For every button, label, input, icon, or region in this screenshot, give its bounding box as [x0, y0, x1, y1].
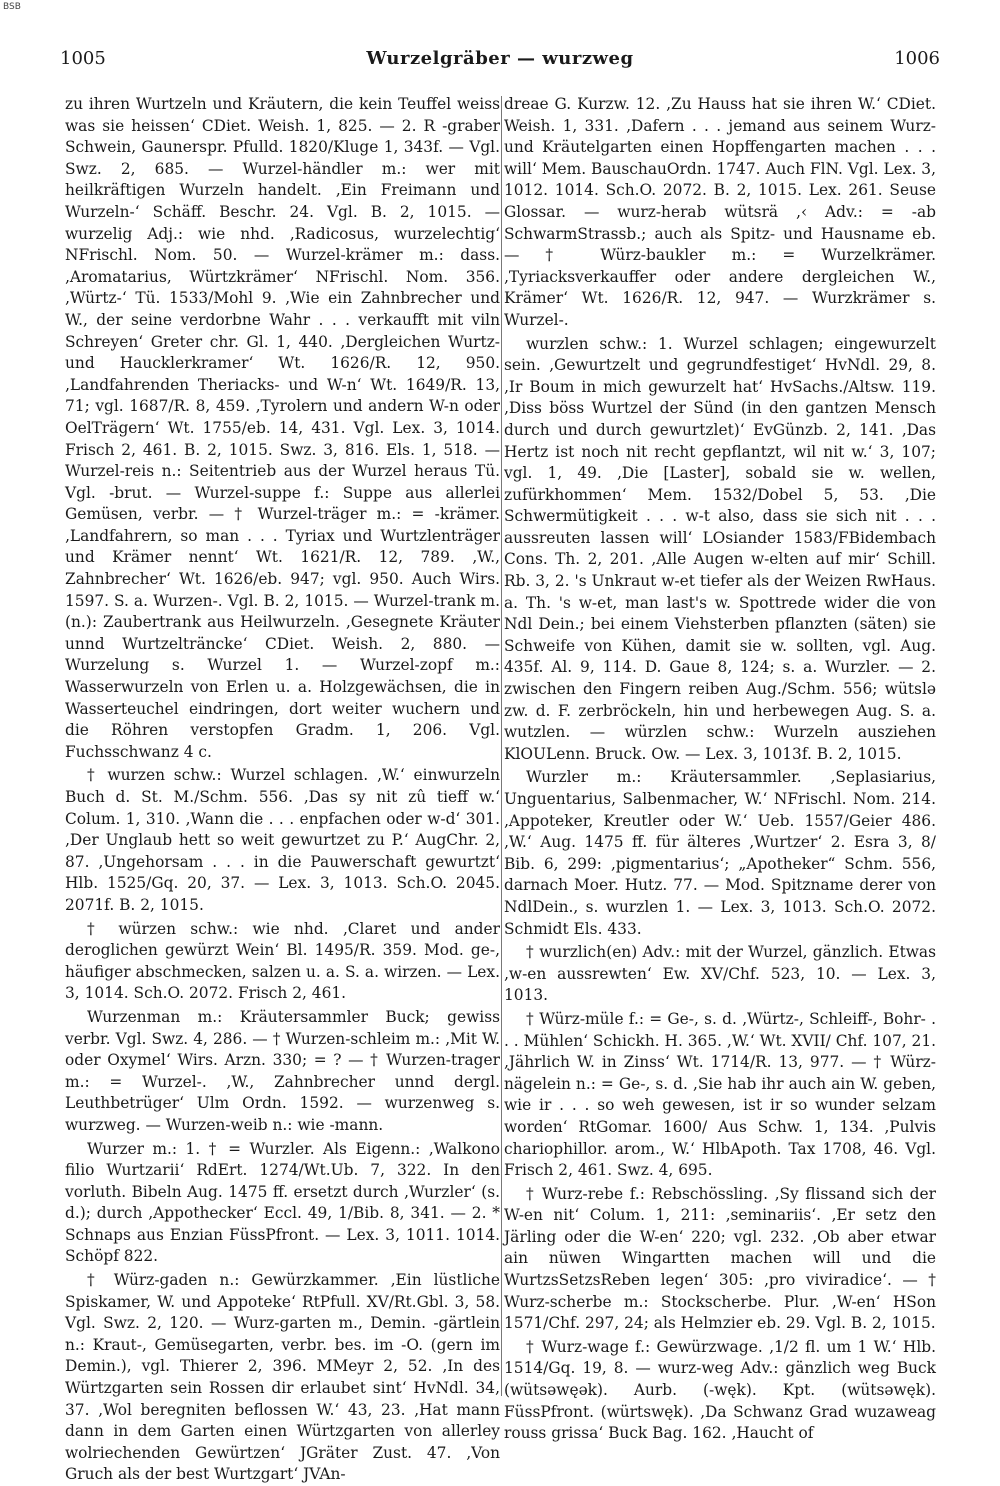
dictionary-entry: Wurzer m.: 1. † = Wurzler. Als Eigenn.: ‚Walkono filio Wurtzarii‘ RdErt. 1274/Wt.Ub. 7, 322. In den vorluth. Bibeln Aug. 1475 ff. ersetzt durch ‚Wurzler‘ (s. d.); durch ‚Appothecker‘ Eccl. 49, 1/Bib. 8, 341. — 2. * Schnaps aus Enzian FüssPfront. — Lex. 3, 1011. 1014. Schöpf 822. — [65, 1139, 500, 1266]
dictionary-entry: Wurzenman m.: Kräutersammler Buck; gewiss verbr. Vgl. Swz. 4, 286. — † Wurzen-schleim m.: ‚Mit W. oder Oxymel‘ Wirs. Arzn. 330; = ? — † Wurzen-trager m.: = Wurzel-. ‚W., Zahnbrecher unnd dergl. Leuthbetrüger‘ Ulm Ordn. 1592. — wurzenweg s. wurzweg. — Wurzen-weib n.: wie -mann. — [65, 1007, 500, 1134]
dictionary-entry: Wurzler m.: Kräutersammler. ‚Seplasiarius, Unguentarius, Salbenmacher, W.‘ NFrischl. Nom. 214. ‚Appoteker, Kreutler oder W.‘ Ueb. 1557/Geier 486. ‚W.‘ Aug. 1475 ff. für älteres ‚Wurtzer‘ 2. Esra 3, 8/ Bib. 6, 299: ‚pigmentarius‘; „Apotheker“ Schm. 556, darnach Moer. Hutz. 77. — Mod. Spitzname derer von NdlDein., s. wurzlen 1. — Lex. 3, 1013. Sch.O. 2072. Schmidt Els. 433. — [504, 768, 936, 938]
dictionary-entry: dreae G. Kurzw. 12. ‚Zu Hauss hat sie ihren W.‘ CDiet. Weish. 1, 331. ‚Dafern . . . jemand aus seinem Wurz- und Kräutelgarten einen Hopffengarten machen . . . will‘ Mem. BauschauOrdn. 1747. Auch FlN. Vgl. Lex. 3, 1012. 1014. Sch.O. 2072. B. 2, 1015. Lex. 261. Seuse Glossar. — wurz-herab wütsrä ,‹ Adv.: = -ab SchwarmStrassb.; auch als Spitz- und Hausname eb. — † Würz-baukler m.: = Wurzelkrämer. ‚Tyriacksverkauffer oder andere dergleichen W., Krämer‘ Wt. 1626/R. 12, 947. — Wurzkrämer s. Wurzel-. — [504, 95, 936, 329]
dictionary-entry: zu ihren Wurtzeln und Kräutern, die kein Teuffel weiss was sie heissen‘ CDiet. Weish. 1, 825. — 2. R -graber Schwein, Gaunerspr. Pfulld. 1820/Kluge 1, 343f. — Vgl. Swz. 2, 685. — Wurzel-händler m.: wer mit heilkräftigen Wurzeln handelt. ‚Ein Freimann und Wurzeln-‘ Schäff. Beschr. 24. Vgl. B. 2, 1015. — wurzelig Adj.: wie nhd. ‚Radicosus, wurzelechtig‘ NFrischl. Nom. 50. — Wurzel-krämer m.: dass. ‚Aromatarius, Würtzkrämer‘ NFrischl. Nom. 356. ‚Würtz-‘ Tü. 1533/Mohl 9. ‚Wie ein Zahnbrecher und W., der seine verdorbne Wahr . . . verkaufft mit viln Schreyen‘ Greter chr. Gl. 1, 440. ‚Dergleichen Wurtz- und Haucklerkramer‘ Wt. 1626/R. 12, 950. ‚Landfahrenden Theriacks- und W-n‘ Wt. 1649/R. 13, 71; vgl. 1687/R. 8, 459. ‚Tyrolern und andern W-n oder OelTrägern‘ Wt. 1755/eb. 14, 431. Vgl. Lex. 3, 1014. Frisch 2, 461. B. 2, 1015. Swz. 3, 816. Els. 1, 518. — Wurzel-reis n.: Seitentrieb aus der Wurzel heraus Tü. Vgl. -brut. — Wurzel-suppe f.: Suppe aus allerlei Gemüsen, verbr. — † Wurzel-träger m.: = -krämer. ‚Landfahrern, so man . . . Tyriax und Wurtzlenträger und Krämer nennt‘ Wt. 1621/R. 12, 789. ‚W., Zahnbrecher‘ Wt. 1626/eb. 947; vgl. 950. Auch Wirs. 1597. S. a. Wurzen-. Vgl. B. 2, 1015. — Wurzel-trank m. (n.): Zaubertrank aus Heilwurzeln. ‚Gesegnete Kräuter unnd Wurtzelträncke‘ CDiet. Weish. 2, 880. — Wurzelung s. Wurzel 1. — Wurzel-zopf m.: Wasserwurzeln von Erlen u. a. Holzgewächsen, die in Wasserteuchel eindringen, dort weiter wuchern und die Röhren verstopfen Gradm. 1, 206. Vgl. Fuchsschwanz 4 c. — [65, 95, 500, 761]
column-divider — [501, 96, 502, 1396]
page-number-left: 1005 — [60, 48, 106, 69]
left-column — [65, 94, 500, 1484]
page-number-right: 1006 — [894, 48, 940, 69]
dictionary-entry: † wurzlich(en) Adv.: mit der Wurzel, gänzlich. Etwas ‚w-en aussrewten‘ Ew. XV/Chf. 523, 10. — Lex. 3, 1013. — [504, 943, 936, 1005]
dictionary-entry: † Wurz-rebe f.: Rebschössling. ‚Sy flissand sich der W-en nit‘ Colum. 1, 211: ‚seminariis‘. ‚Er setz den Järling oder die W-en‘ 220; vgl. 232. ‚Ob aber etwar ain nüwen Wingartten machen will und die WurtzsSetzsReben legen‘ 305: ‚pro viviradice‘. — † Wurz-scherbe m.: Stockscherbe. Plur. ‚W-en‘ HSon 1571/Chf. 297, 24; als Helmzier eb. 29. Vgl. B. 2, 1015. — [504, 1184, 936, 1333]
right-column — [504, 94, 936, 1443]
dictionary-entry: † würzen schw.: wie nhd. ‚Claret und ander deroglichen gewürzt Wein‘ Bl. 1495/R. 359. Mod. ge-, häufiger abschmecken, salzen u. a. S. a. wirzen. — Lex. 3, 1014. Sch.O. 2072. Frisch 2, 461. — [65, 919, 500, 1003]
dictionary-entry: wurzlen schw.: 1. Wurzel schlagen; eingewurzelt sein. ‚Gewurtzelt und gegrundfestiget‘ HvNdl. 29, 8. ‚Ir Boum in mich gewurzelt hat‘ HvSachs./Altsw. 119. ‚Diss böss Wurtzel der Sünd (in den gantzen Mensch durch und durch gewurtzlet)‘ EvGünzb. 2, 141. ‚Das Hertz ist noch nit recht gepflantzt, wil nit w.‘ 3, 107; vgl. 1, 49. ‚Die [Laster], sobald sie w. wellen, zufürkhommen‘ Mem. 1532/Dobel 5, 53. ‚Die Schwermütigkeit . . . w-t also, dass sie sich nit . . . aussreuten lassen will‘ LOsiander 1583/FBidembach Cons. Th. 2, 201. ‚Alle Augen w-elten auf mir‘ Schill. Rb. 3, 2. 's Unkraut w-et tiefer als der Weizen RwHaus. a. Th. 's w-et, man last's w. Spottrede wider die von Ndl Dein.; bei einem Viehsterben pflanzten (säten) sie Schweife von Kühen, damit sie w. sollten, vgl. Aug. 435f. Al. 9, 114. D. Gaue 8, 124; s. a. Wurzler. — 2. zwischen den Fingern reiben Aug./Schm. 556; wütslə zw. d. F. zerbröckeln, hin und herbewegen Aug. S. a. wutzlen. — würzlen schw.: Wurzeln ausziehen KlOULenn. Bruck. Ow. — Lex. 3, 1013f. B. 2, 1015. — [504, 334, 936, 763]
running-title: Wurzelgräber — wurzweg — [366, 48, 634, 69]
library-stamp: BSB — [3, 2, 21, 12]
page-header — [60, 48, 940, 78]
dictionary-entry: † Wurz-wage f.: Gewürzwage. ‚1/2 fl. um 1 W.‘ Hlb. 1514/Gq. 19, 8. — wurz-weg Adv.: gänzlich weg Buck (wütsəwęək). Aurb. (-węk). Kpt. (wütsəwęk). FüssPfront. (würtswęk). ‚Da Schwanz Grad wuzaweag rouss grissa‘ Buck Bag. 162. ‚Haucht of — [504, 1337, 936, 1443]
dictionary-entry: † wurzen schw.: Wurzel schlagen. ‚W.‘ einwurzeln Buch d. St. M./Schm. 556. ‚Das sy nit zû tieff w.‘ Colum. 1, 310. ‚Wann die . . . enpfachen oder w-d‘ 301. ‚Der Unglaub hett so weit gewurtzet zu P.‘ AugChr. 2, 87. ‚Ungehorsam . . . in die Pauwerschaft gewurtzt‘ Hlb. 1525/Gq. 20, 37. — Lex. 3, 1013. Sch.O. 2045. 2071f. B. 2, 1015. — [65, 766, 500, 914]
dictionary-entry: † Würz-müle f.: = Ge-, s. d. ‚Würtz-, Schleiff-, Bohr- . . . Mühlen‘ Schickh. H. 365. ‚W.‘ Wt. XVII/ Chf. 107, 21. ‚Jährlich W. in Zinss‘ Wt. 1714/R. 13, 977. — † Würz-nägelein n.: = Ge-, s. d. ‚Sie hab ihr auch ain W. geben, wie ir . . . so weh gewesen, ist ir so wunder selzam worden‘ RtGomar. 1600/ Aus Schw. 1, 134. ‚Pulvis chariophillor. arom., W.‘ HlbApoth. Tax 1708, 46. Vgl. Frisch 2, 461. Swz. 4, 695. — [504, 1009, 936, 1180]
dictionary-entry: † Würz-gaden n.: Gewürzkammer. ‚Ein lüstliche Spiskamer, W. und Appoteke‘ RtPfull. XV/Rt.Gbl. 3, 58. Vgl. Swz. 2, 120. — Wurz-garten m., Demin. -gärtlein n.: Kraut-, Gemüsegarten, verbr. bes. im -O. (gern im Demin.), vgl. Thierer 2, 396. MMeyr 2, 52. ‚In des Würtzgarten sein Rossen dir erlaubet sint‘ HvNdl. 34, 37. ‚Wol beregniten beflossen W.‘ 43, 23. ‚Hat mann dann in dem Garten einen Würtzgarten von allerley wolriechenden Gewürtzen‘ JGräter Zust. 47. ‚Von Gruch als der best Wurtzgart‘ JVAn- — [65, 1271, 500, 1484]
